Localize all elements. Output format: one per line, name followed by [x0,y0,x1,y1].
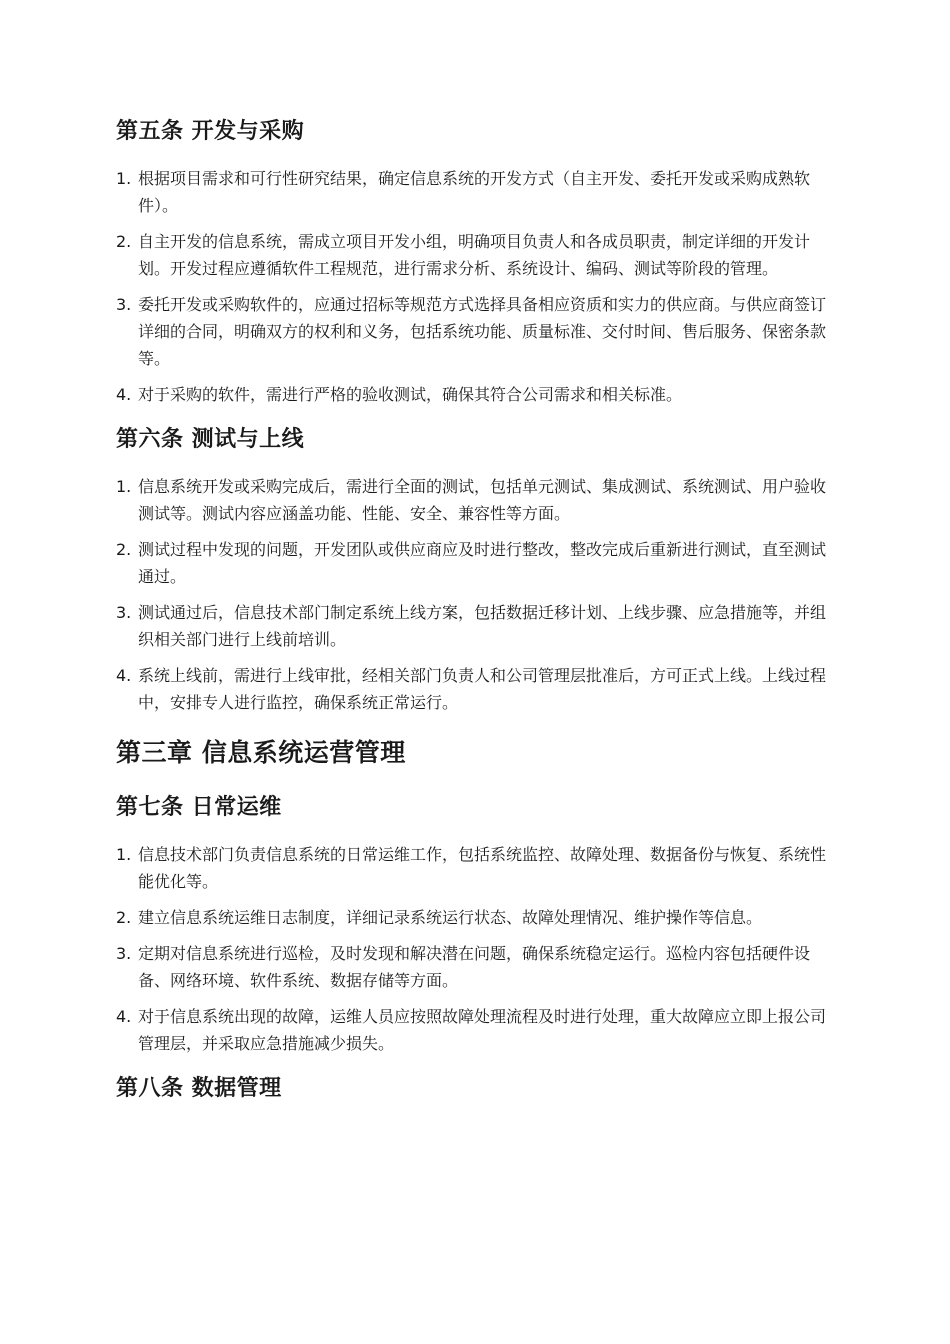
clause-list [116,473,834,716]
item-number: 1. [116,477,132,496]
item-text: 建立信息系统运维日志制度，详细记录系统运行状态、故障处理情况、维护操作等信息。 [138,908,763,927]
list-item [116,291,834,372]
item-number: 2. [116,908,132,927]
item-text: 根据项目需求和可行性研究结果，确定信息系统的开发方式（自主开发、委托开发或采购成熟软件）。 [138,169,811,215]
document-page [116,113,834,1122]
article-title: 第五条 开发与采购 [116,119,305,144]
list-item [116,536,834,590]
item-number: 3. [116,295,132,314]
item-text: 对于采购的软件，需进行严格的验收测试，确保其符合公司需求和相关标准。 [138,385,683,404]
list-item [116,841,834,895]
article-title: 第八条 数据管理 [116,1076,282,1101]
list-item [116,228,834,282]
list-item [116,940,834,994]
article-7 [116,789,834,1057]
item-text: 信息技术部门负责信息系统的日常运维工作，包括系统监控、故障处理、数据备份与恢复、系统性能优化等。 [138,845,827,891]
item-number: 4. [116,385,132,404]
clause-list [116,841,834,1057]
chapter-title: 第三章 信息系统运营管理 [116,738,406,767]
item-number: 3. [116,944,132,963]
item-number: 4. [116,1007,132,1026]
article-5 [116,113,834,408]
item-text: 系统上线前，需进行上线审批，经相关部门负责人和公司管理层批准后，方可正式上线。上线过程中，安排专人进行监控，确保系统正常运行。 [138,666,827,712]
clause-list [116,165,834,408]
item-text: 测试通过后，信息技术部门制定系统上线方案，包括数据迁移计划、上线步骤、应急措施等，并组织相关部门进行上线前培训。 [138,603,827,649]
item-text: 信息系统开发或采购完成后，需进行全面的测试，包括单元测试、集成测试、系统测试、用户验收测试等。测试内容应涵盖功能、性能、安全、兼容性等方面。 [138,477,827,523]
item-text: 测试过程中发现的问题，开发团队或供应商应及时进行整改，整改完成后重新进行测试，直至测试通过。 [138,540,827,586]
item-number: 1. [116,169,132,188]
item-text: 委托开发或采购软件的，应通过招标等规范方式选择具备相应资质和实力的供应商。与供应商签订详细的合同，明确双方的权利和义务，包括系统功能、质量标准、交付时间、售后服务、保密条款等。 [138,295,827,368]
list-item [116,165,834,219]
list-item [116,662,834,716]
list-item [116,381,834,408]
item-number: 2. [116,232,132,251]
item-text: 自主开发的信息系统，需成立项目开发小组，明确项目负责人和各成员职责，制定详细的开发计划。开发过程应遵循软件工程规范，进行需求分析、系统设计、编码、测试等阶段的管理。 [138,232,811,278]
item-text: 对于信息系统出现的故障，运维人员应按照故障处理流程及时进行处理，重大故障应立即上报公司管理层，并采取应急措施减少损失。 [138,1007,827,1053]
article-6 [116,421,834,716]
list-item [116,473,834,527]
item-number: 2. [116,540,132,559]
list-item [116,904,834,931]
article-8 [116,1070,834,1108]
item-number: 4. [116,666,132,685]
article-title: 第六条 测试与上线 [116,427,305,452]
list-item [116,1003,834,1057]
item-number: 3. [116,603,132,622]
list-item [116,599,834,653]
item-text: 定期对信息系统进行巡检，及时发现和解决潜在问题，确保系统稳定运行。巡检内容包括硬件设备、网络环境、软件系统、数据存储等方面。 [138,944,811,990]
item-number: 1. [116,845,132,864]
article-title: 第七条 日常运维 [116,795,282,820]
